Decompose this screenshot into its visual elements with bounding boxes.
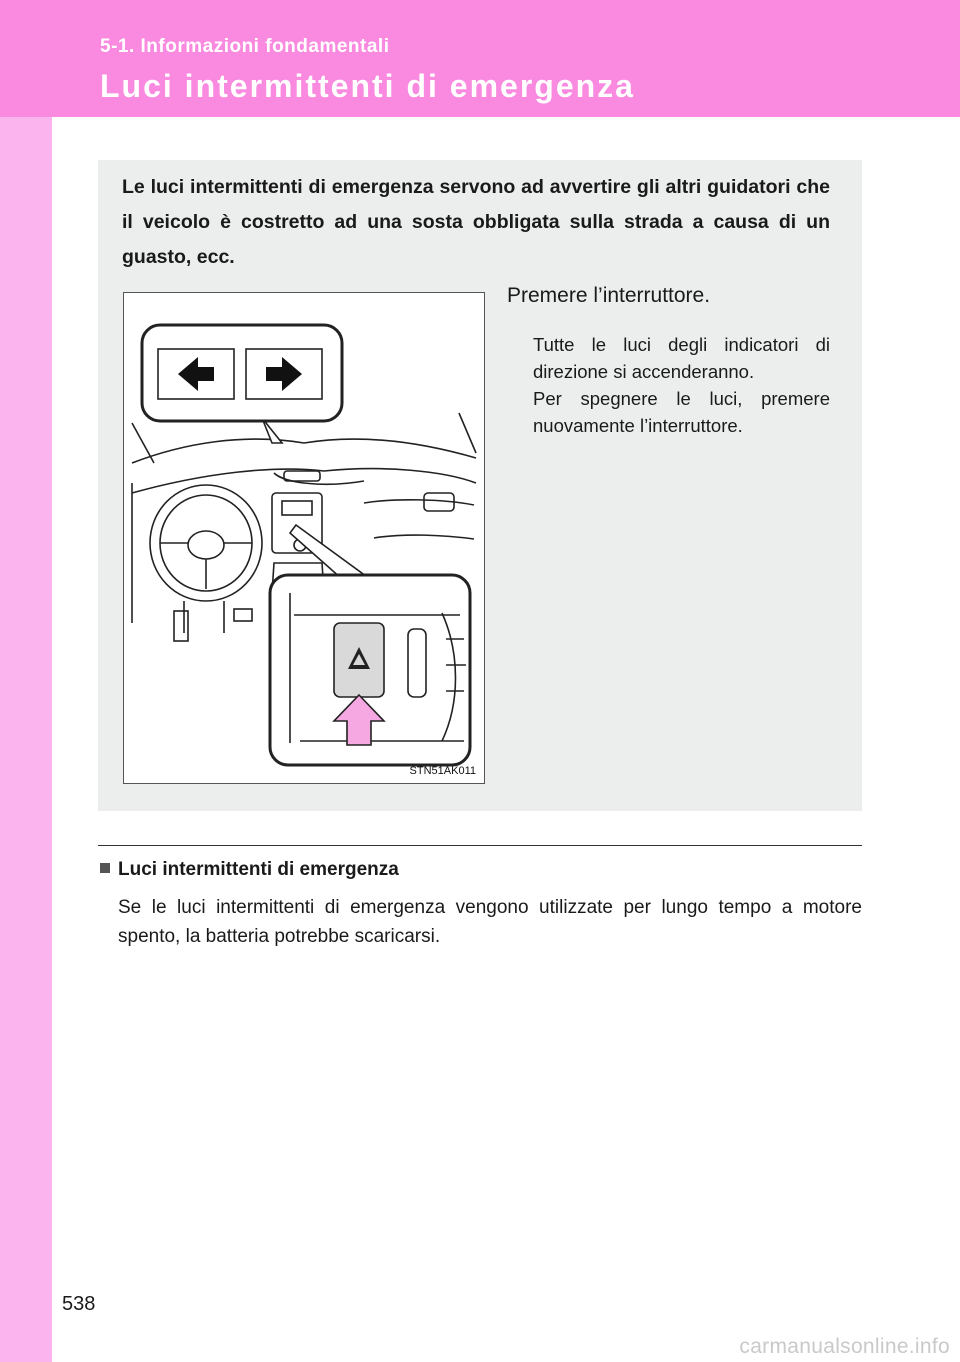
bullet-square-icon <box>100 863 110 873</box>
figure-code: STN51AK011 <box>409 765 476 777</box>
instruction-step: Premere l’interruttore. <box>507 284 711 307</box>
dashboard-drawing <box>124 293 484 783</box>
section-divider <box>98 845 862 846</box>
side-tab-strip <box>0 0 52 1362</box>
page-number: 538 <box>62 1293 96 1315</box>
intro-text: Le luci intermittenti di emergenza servono ad avvertire gli altri guidatori che il veicolo è costretto ad una sosta obbligata sulla strada a causa di un guasto, ecc. <box>122 176 830 268</box>
note-body: Se le luci intermittenti di emergenza vengono utilizzate per lungo tempo a motore spento, la batteria potrebbe scaricarsi. <box>118 897 862 947</box>
dashboard-illustration <box>123 292 485 784</box>
section-label: 5-1. Informazioni fondamentali <box>100 36 390 57</box>
note-heading <box>100 859 399 881</box>
note-title-text: Luci intermittenti di emergenza <box>118 859 399 880</box>
detail-line: Per spegnere le luci, premere nuovamente l’interruttore. <box>533 388 830 436</box>
watermark: carmanualsonline.info <box>739 1335 950 1358</box>
detail-line: Tutte le luci degli indicatori di direzione si accenderanno. <box>533 334 830 382</box>
page-header <box>0 0 960 117</box>
instruction-details <box>533 331 830 439</box>
page-title: Luci intermittenti di emergenza <box>100 68 635 104</box>
